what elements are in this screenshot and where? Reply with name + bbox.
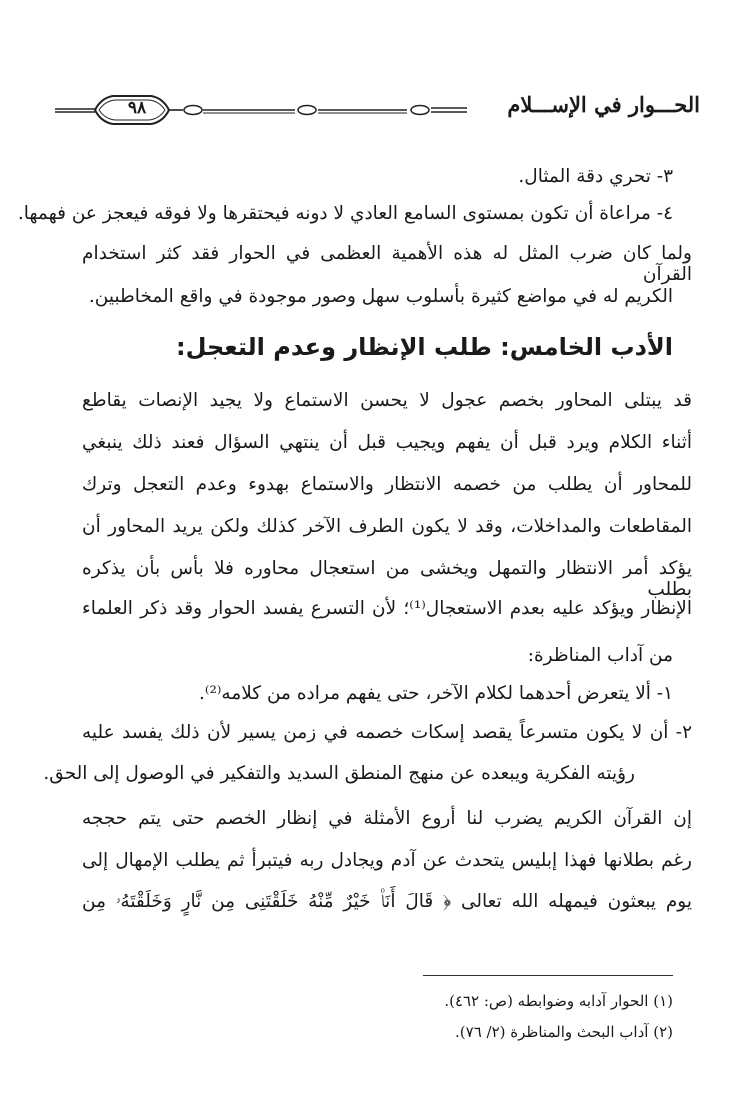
footnote-2: (٢) آداب البحث والمناظرة (٢/ ٧٦). — [455, 1023, 673, 1041]
debate-rule-2-continued: رؤيته الفكرية ويبعده عن منهج المنطق السديد والتفكير في الوصول إلى الحق. — [43, 763, 635, 784]
list-item-4: ٤- مراعاة أن تكون بمستوى السامع العادي لا دونه فيحتقرها ولا فوقه فيعجز عن فهمها. — [17, 203, 673, 224]
running-title: الحـــوار في الإســـلام — [501, 92, 700, 117]
body-line: أثناء الكلام ويرد قبل أن يفهم ويجيب قبل أن ينتهي السؤال فعند ذلك ينبغي — [82, 432, 692, 453]
intro-paragraph-line: ولما كان ضرب المثل له هذه الأهمية العظمى في الحوار فقد كثر استخدام القرآن — [82, 243, 692, 285]
footnote-1: (١) الحوار آدابه وضوابطه (ص: ٤٦٢). — [444, 992, 673, 1010]
body-line: يؤكد أمر الانتظار والتمهل ويخشى من استعجال محاوره فلا بأس بأن يذكره بطلب — [82, 558, 692, 600]
section-heading: الأدب الخامس: طلب الإنظار وعدم التعجل: — [175, 333, 673, 361]
page-number: ٩٨ — [127, 98, 147, 118]
body-line: المقاطعات والمداخلات، وقد لا يكون الطرف الآخر كذلك ولكن يريد المحاور أن — [82, 516, 692, 537]
body-line: إن القرآن الكريم يضرب لنا أروع الأمثلة في إنظار الخصم حتى يتم حججه — [82, 808, 692, 829]
list-item-3: ٣- تحري دقة المثال. — [518, 166, 673, 187]
body-line: قد يبتلى المحاور بخصم عجول لا يحسن الاستماع ولا يجيد الإنصات يقاطع — [82, 390, 692, 411]
body-line: رغم بطلانها فهذا إبليس يتحدث عن آدم ويجادل ربه فيتبرأ ثم يطلب الإمهال إلى — [82, 850, 692, 871]
intro-paragraph-line: الكريم له في مواضع كثيرة بأسلوب سهل وصور موجودة في واقع المخاطبين. — [88, 286, 673, 307]
body-line: للمحاور أن يطلب من خصمه الانتظار والاستماع بهدوء وعدم التعجل وترك — [82, 474, 692, 495]
page-header — [55, 86, 700, 130]
body-line: من آداب المناظرة: — [527, 645, 673, 666]
footnote-separator — [423, 975, 673, 976]
body-line: الإنظار ويؤكد عليه بعدم الاستعجال⁽¹⁾؛ لأن التسرع يفسد الحوار وقد ذكر العلماء — [82, 598, 692, 619]
debate-rule-1: ١- ألا يتعرض أحدهما لكلام الآخر، حتى يفهم مراده من كلامه⁽²⁾. — [199, 683, 673, 704]
quran-verse-line: يوم يبعثون فيمهله الله تعالى ﴿ قَالَ أَنَا۠ خَيْرٌ مِّنْهُ خَلَقْتَنِى مِن نَّارٍ وَخَلَقْتَهُۥ مِن — [82, 891, 692, 912]
debate-rule-2: ٢- أن لا يكون متسرعاً يقصد إسكات خصمه في زمن يسير لأن ذلك يفسد عليه — [82, 722, 692, 743]
